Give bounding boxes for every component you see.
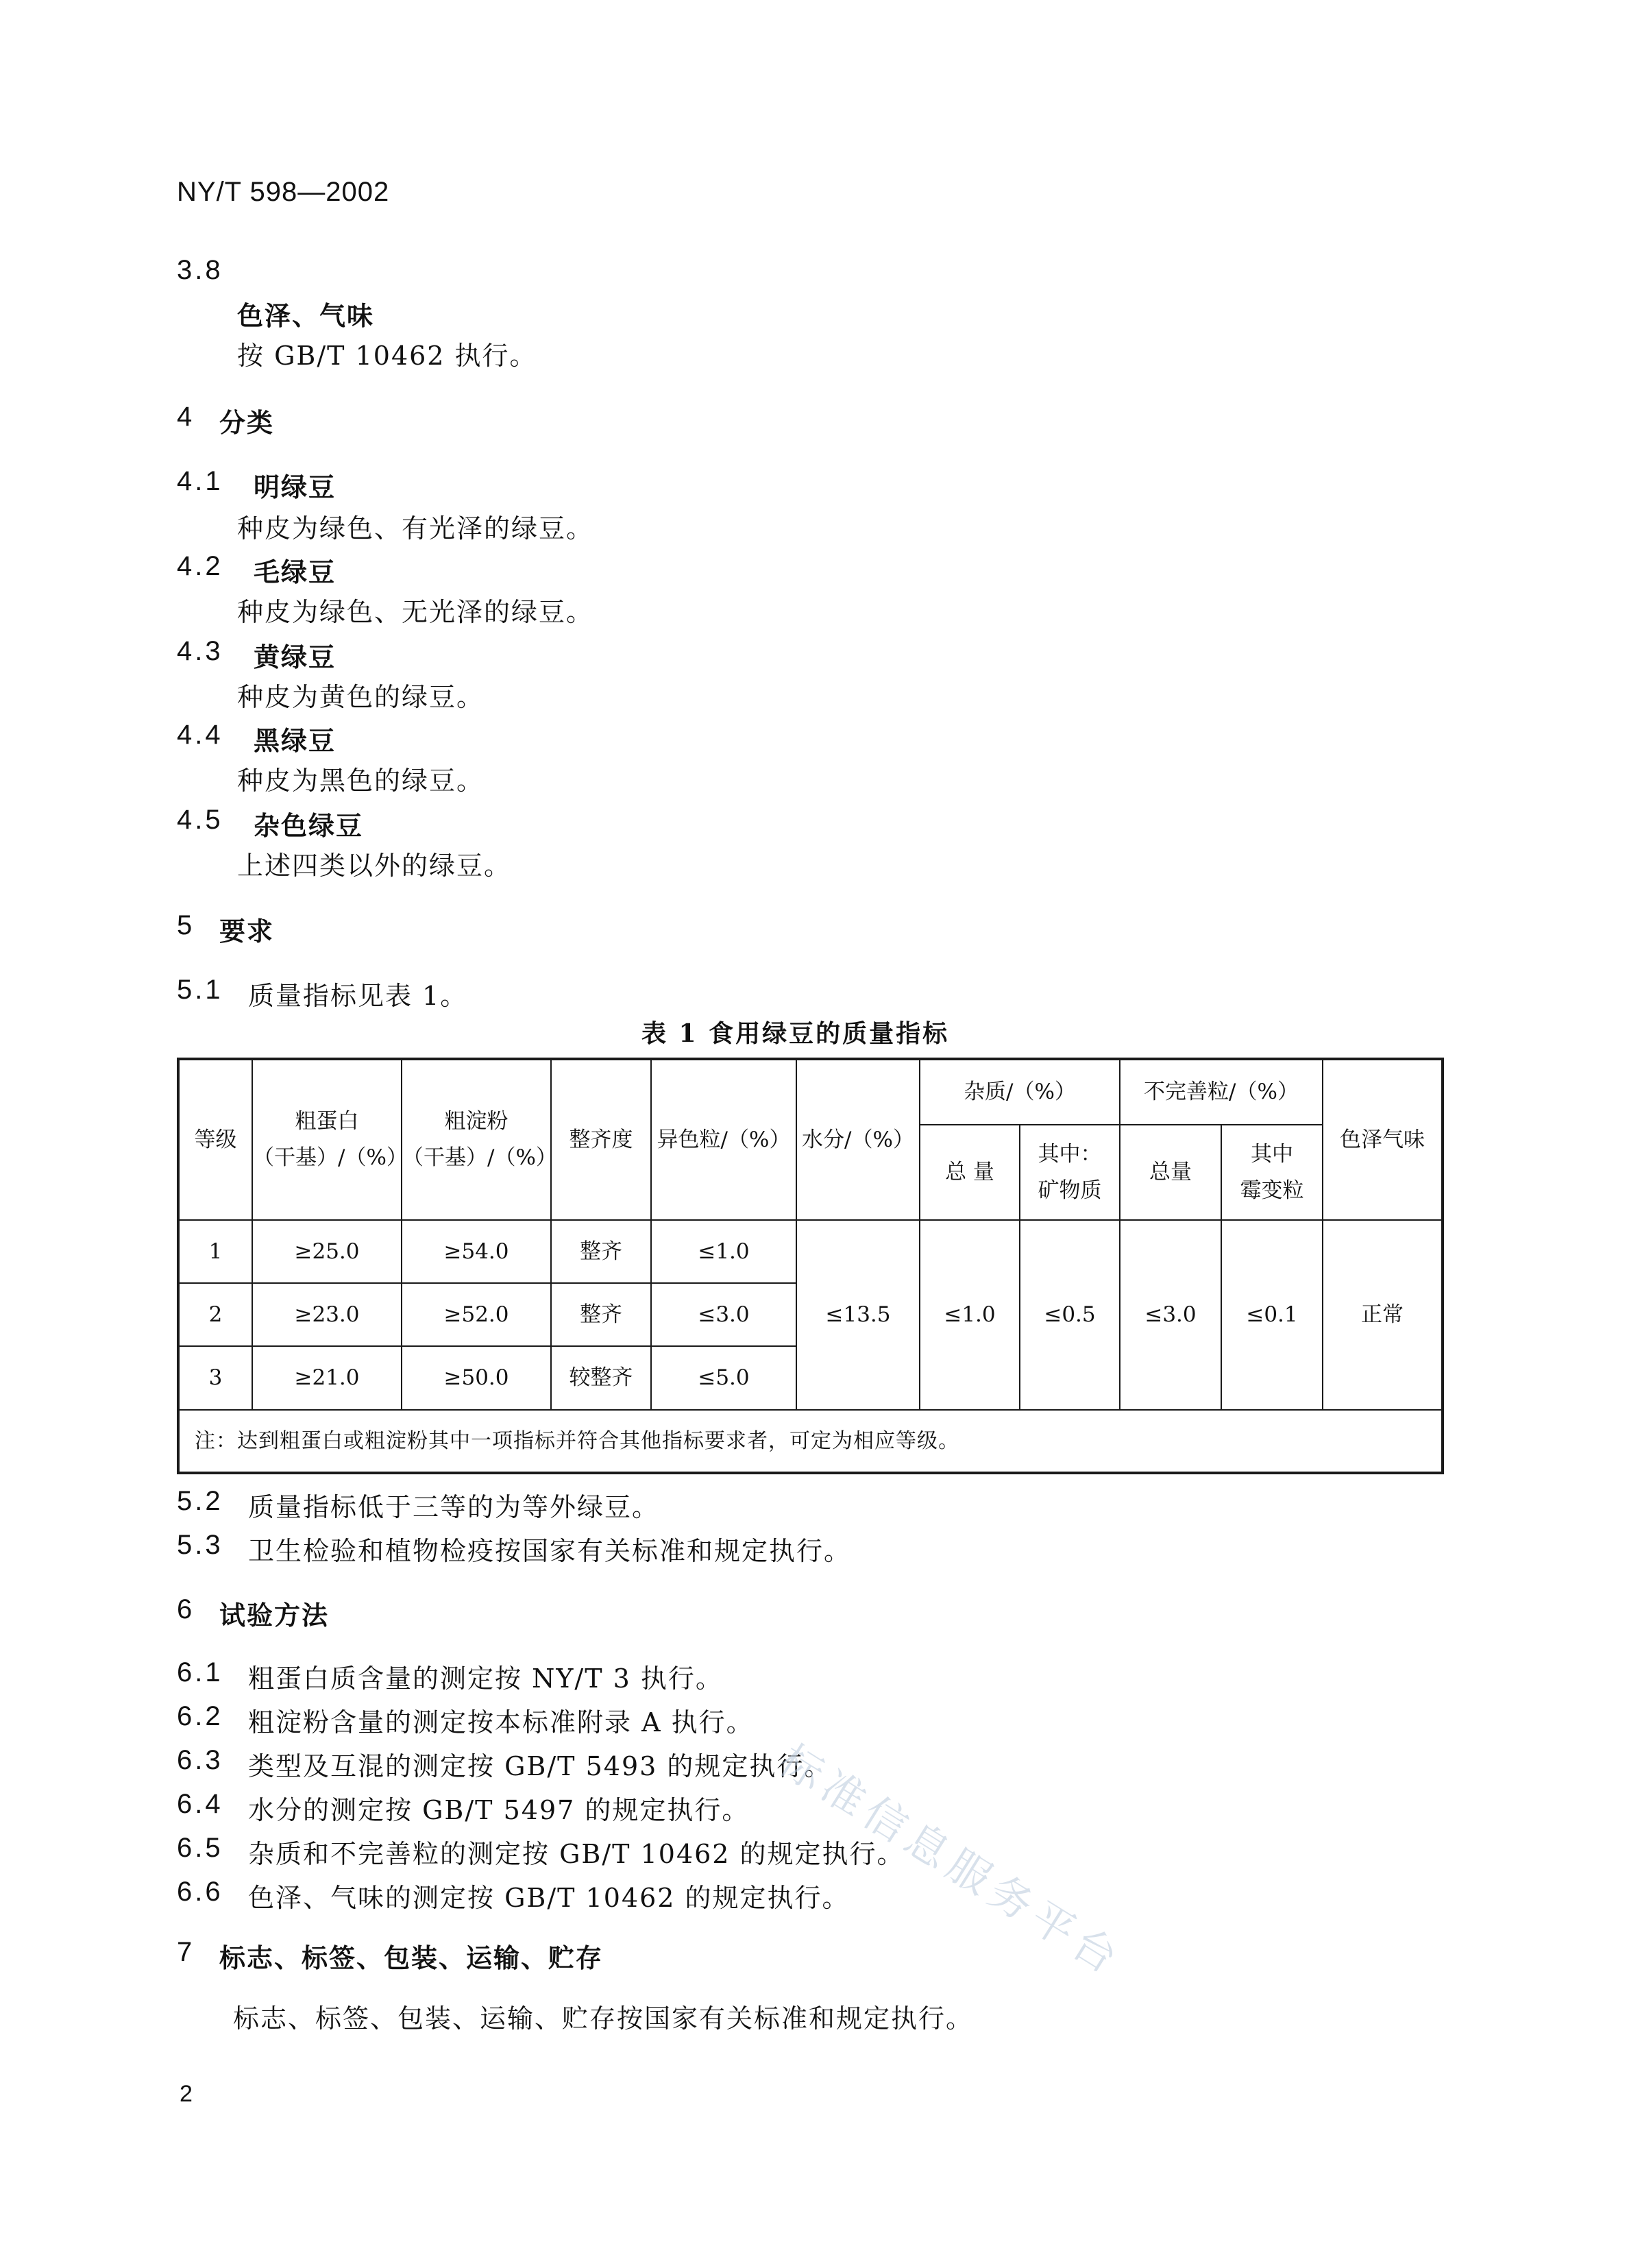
standard-number: NY/T 598—2002 (177, 177, 390, 207)
col-header-starch (402, 1059, 557, 1220)
col-header-imperfect-total: 总量 (1120, 1125, 1221, 1219)
clause-title: 色泽、气味 (237, 300, 375, 331)
table-note: 注：达到粗蛋白或粗淀粉其中一项指标并符合其他指标要求者，可定为相应等级。 (178, 1410, 1443, 1473)
clause-body: 种皮为绿色、无光泽的绿豆。 (237, 597, 594, 627)
col-header-color-odor: 色泽气味 (1323, 1059, 1443, 1220)
cell-impurity-mineral: ≤0.5 (1020, 1220, 1120, 1410)
cell-offcolor: ≤5.0 (651, 1346, 796, 1409)
clause-number: 4.2 (177, 551, 223, 581)
col-header-impurity-total: 总 量 (920, 1125, 1020, 1219)
col-header-impurity: 杂质/（%） (920, 1059, 1120, 1125)
header-line: 其中 (1251, 1141, 1293, 1167)
header-line: 粗蛋白 (295, 1109, 359, 1134)
cell-uniformity: 整齐 (551, 1283, 651, 1346)
clause-body: 粗淀粉含量的测定按本标准附录 A 执行。 (248, 1707, 754, 1737)
clause-number: 5.1 (177, 975, 223, 1005)
clause-body: 上述四类以外的绿豆。 (237, 851, 512, 881)
cell-grade: 2 (178, 1283, 252, 1346)
cell-uniformity: 较整齐 (551, 1346, 651, 1409)
cell-color-odor: 正常 (1323, 1220, 1443, 1410)
col-header-impurity-mineral (1020, 1125, 1120, 1219)
clause-body: 种皮为黄色的绿豆。 (237, 682, 485, 712)
clause-body: 按 GB/T 10462 执行。 (237, 341, 537, 371)
clause-body: 种皮为绿色、有光泽的绿豆。 (237, 513, 594, 544)
clause-body: 水分的测定按 GB/T 5497 的规定执行。 (248, 1795, 750, 1825)
cell-starch: ≥54.0 (402, 1220, 551, 1283)
section-number: 4 (177, 402, 195, 432)
col-header-imperfect-mold (1221, 1125, 1323, 1219)
col-header-grade: 等级 (178, 1059, 252, 1220)
cell-moisture: ≤13.5 (796, 1220, 920, 1410)
cell-imperfect-mold: ≤0.1 (1221, 1220, 1323, 1410)
section-title: 试验方法 (219, 1600, 330, 1631)
cell-offcolor: ≤1.0 (651, 1220, 796, 1283)
clause-body: 类型及互混的测定按 GB/T 5493 的规定执行。 (248, 1751, 832, 1781)
col-header-uniformity: 整齐度 (551, 1059, 651, 1220)
section-title: 要求 (219, 916, 275, 947)
col-header-imperfect: 不完善粒/（%） (1120, 1059, 1323, 1125)
cell-impurity-total: ≤1.0 (920, 1220, 1020, 1410)
cell-grade: 1 (178, 1220, 252, 1283)
clause-number: 5.3 (177, 1530, 223, 1560)
clause-number: 6.1 (177, 1657, 223, 1687)
clause-number: 6.4 (177, 1789, 223, 1819)
cell-imperfect-total: ≤3.0 (1120, 1220, 1221, 1410)
col-header-protein (252, 1059, 408, 1220)
clause-number: 4.4 (177, 720, 223, 750)
cell-protein: ≥23.0 (252, 1283, 402, 1346)
cell-offcolor: ≤3.0 (651, 1283, 796, 1346)
clause-body: 质量指标见表 1。 (248, 981, 468, 1011)
header-line: 粗淀粉 (444, 1109, 509, 1134)
cell-uniformity: 整齐 (551, 1220, 651, 1283)
cell-grade: 3 (178, 1346, 252, 1409)
clause-number: 6.3 (177, 1745, 223, 1775)
clause-body: 卫生检验和植物检疫按国家有关标准和规定执行。 (248, 1536, 852, 1566)
header-line: （干基）/（%） (402, 1145, 557, 1170)
table-caption: 表 1 食用绿豆的质量指标 (641, 1019, 950, 1048)
cell-starch: ≥52.0 (402, 1283, 551, 1346)
quality-table (177, 1058, 1441, 1474)
clause-body: 种皮为黑色的绿豆。 (237, 766, 485, 796)
clause-number: 5.2 (177, 1486, 223, 1516)
section-number: 5 (177, 910, 195, 940)
section-number: 6 (177, 1594, 195, 1624)
clause-body: 杂质和不完善粒的测定按 GB/T 10462 的规定执行。 (248, 1839, 905, 1869)
clause-number: 4.1 (177, 466, 223, 496)
header-line: （干基）/（%） (253, 1145, 408, 1170)
cell-protein: ≥25.0 (252, 1220, 402, 1283)
section-title: 标志、标签、包装、运输、贮存 (219, 1942, 604, 1973)
clause-number: 4.5 (177, 805, 223, 835)
clause-number: 4.3 (177, 636, 223, 666)
col-header-offcolor: 异色粒/（%） (651, 1059, 796, 1220)
watermark: 标准信息服务平台 (770, 1735, 1132, 1987)
col-header-moisture: 水分/（%） (796, 1059, 920, 1220)
cell-starch: ≥50.0 (402, 1346, 551, 1409)
clause-title: 杂色绿豆 (254, 810, 364, 841)
clause-number: 6.5 (177, 1833, 223, 1863)
clause-body: 粗蛋白质含量的测定按 NY/T 3 执行。 (248, 1663, 723, 1694)
clause-body: 标志、标签、包装、运输、贮存按国家有关标准和规定执行。 (233, 2003, 974, 2034)
clause-number: 3.8 (177, 255, 223, 285)
clause-body: 色泽、气味的测定按 GB/T 10462 的规定执行。 (248, 1883, 850, 1913)
header-line: 霉变粒 (1240, 1178, 1304, 1203)
table-row (178, 1220, 1443, 1283)
section-title: 分类 (219, 407, 275, 438)
clause-title: 毛绿豆 (254, 557, 336, 587)
section-number: 7 (177, 1937, 195, 1967)
page-number: 2 (180, 2081, 193, 2107)
clause-body: 质量指标低于三等的为等外绿豆。 (248, 1492, 660, 1522)
clause-title: 黄绿豆 (254, 642, 336, 672)
clause-title: 黑绿豆 (254, 725, 336, 756)
clause-title: 明绿豆 (254, 472, 336, 502)
clause-number: 6.2 (177, 1701, 223, 1731)
header-line: 矿物质 (1038, 1178, 1102, 1203)
header-line: 其中： (1038, 1141, 1102, 1167)
cell-protein: ≥21.0 (252, 1346, 402, 1409)
clause-number: 6.6 (177, 1877, 223, 1907)
